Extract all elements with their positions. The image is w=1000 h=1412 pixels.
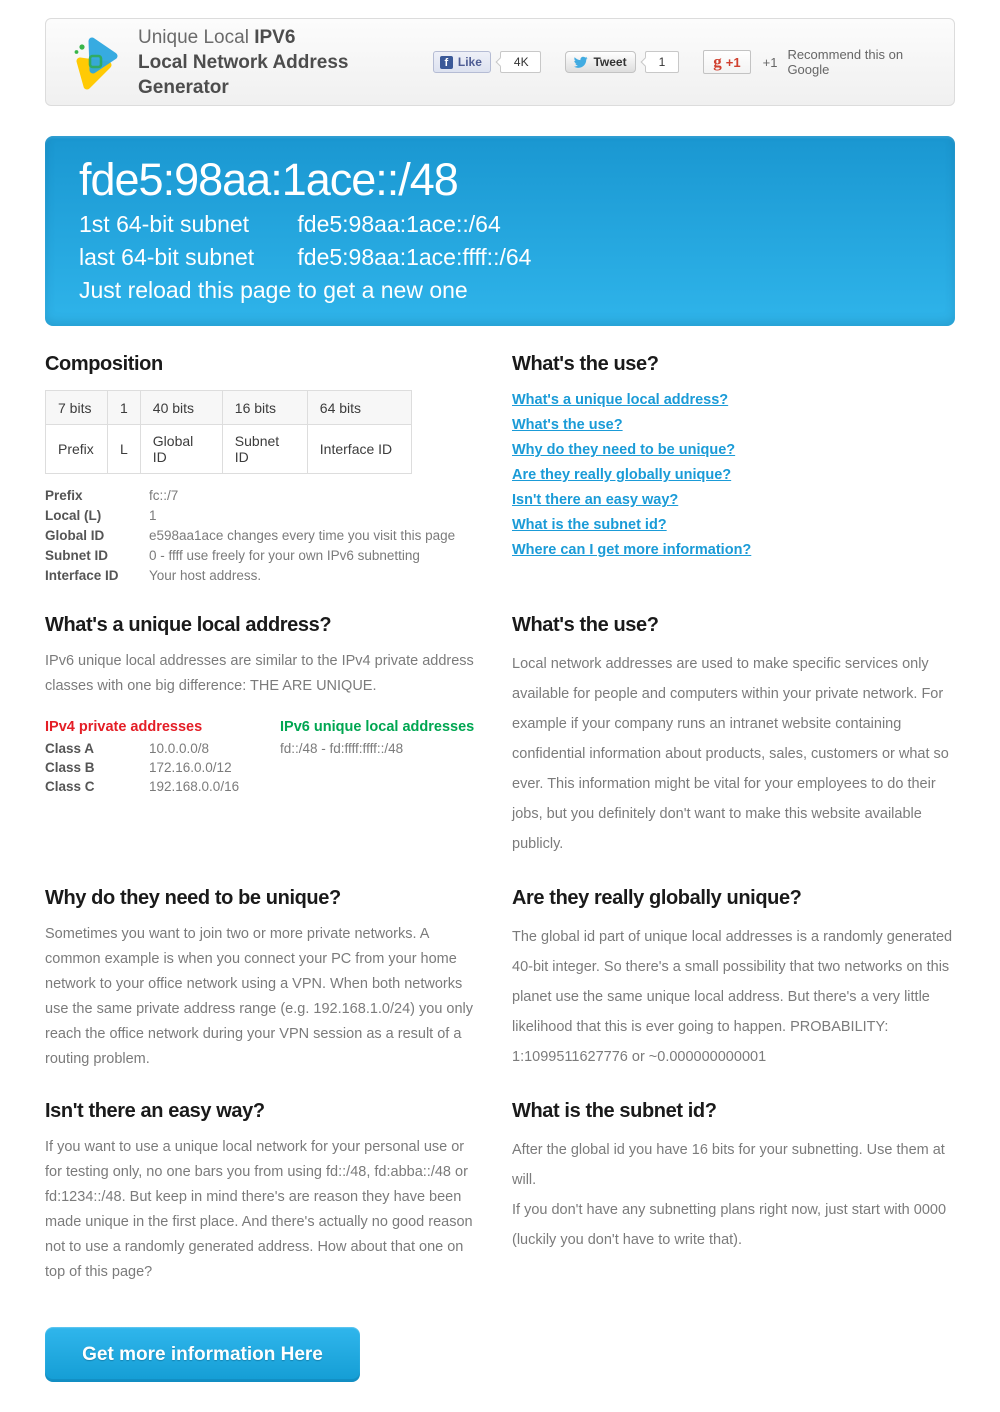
twitter-bird-icon (574, 56, 588, 68)
section-easy-way (45, 1100, 479, 1285)
first-subnet-value: fde5:98aa:1ace::/64 (297, 211, 501, 237)
definition-desc: 1 (149, 508, 157, 523)
class-label: Class C (45, 779, 95, 794)
toc-heading: What's the use? (512, 353, 659, 375)
easy-way-heading: Isn't there an easy way? (45, 1100, 265, 1122)
ipv4-heading: IPv4 private addresses (45, 719, 203, 735)
unique-local-heading: What's a unique local address? (45, 614, 332, 636)
composition-definitions (45, 486, 479, 586)
page-title: Unique Local IPV6 (138, 26, 296, 48)
unique-local-body: IPv6 unique local addresses are similar to the IPv4 private address classes with one big difference: THE ARE UNIQUE. (45, 653, 474, 694)
social-bar (433, 47, 930, 77)
definition-row (45, 566, 479, 586)
get-more-information-button[interactable]: Get more information Here (45, 1327, 360, 1382)
ipv4-class-row (45, 758, 280, 777)
ipv4-class-row (45, 739, 280, 758)
globally-unique-body: The global id part of unique local addresses is a randomly generated 40-bit integer. So there's a small possibility that two networks on this planet use the same unique local address. But there's a very little likelihood that this is ever going to happen. PROBABILITY: 1:1099511627776 or ~0.000000000001 (512, 929, 953, 1065)
google-plus-one-label: +1 (725, 55, 741, 70)
section-why-unique (45, 887, 479, 1072)
ipv6-column (280, 717, 479, 796)
name-cell: Subnet ID (222, 425, 307, 474)
section-composition (45, 353, 479, 586)
google-plus-one-button[interactable] (703, 50, 750, 74)
address-comparison (45, 717, 479, 796)
toc-link-unique-local-address[interactable]: What's a unique local address? (512, 392, 729, 408)
tweet-count: 1 (645, 51, 680, 73)
facebook-icon: f (440, 56, 453, 69)
definition-term: Interface ID (45, 568, 119, 583)
bits-cell: 16 bits (222, 391, 307, 425)
definition-desc: Your host address. (149, 568, 262, 583)
bits-cell: 40 bits (140, 391, 222, 425)
section-toc (512, 353, 955, 563)
definition-desc: fc::/7 (149, 488, 179, 503)
why-unique-heading: Why do they need to be unique? (45, 887, 341, 909)
ipv4-class-row (45, 777, 280, 796)
generated-address-panel (45, 136, 955, 326)
definition-term: Global ID (45, 528, 105, 543)
site-logo-icon (70, 34, 120, 90)
definition-term: Local (L) (45, 508, 102, 523)
ipv6-heading: IPv6 unique local addresses (280, 719, 475, 735)
ipv4-column (45, 717, 280, 796)
class-label: Class A (45, 741, 95, 756)
whats-the-use-heading: What's the use? (512, 614, 659, 636)
definition-row (45, 506, 479, 526)
whats-the-use-body: Local network addresses are used to make specific services only available for people and computers within your private network. For example if your company runs an intranet website containing confidential information about products, sales, customers or what so ever. This information might be vital for your employees to do their jobs, but you definitely don't want to make this website available publicly. (512, 656, 949, 852)
last-subnet-row (79, 241, 921, 274)
facebook-like-count: 4K (500, 51, 542, 73)
name-cell: Interface ID (307, 425, 411, 474)
definition-desc: 0 - ffff use freely for your own IPv6 subnetting (149, 548, 420, 563)
first-subnet-row (79, 208, 921, 241)
section-globally-unique (512, 887, 955, 1072)
bits-cell: 7 bits (46, 391, 108, 425)
subnet-id-heading: What is the subnet id? (512, 1100, 717, 1122)
tweet-button[interactable] (565, 51, 635, 73)
class-label: Class B (45, 760, 95, 775)
subnet-id-body: After the global id you have 16 bits for your subnetting. Use them at will. (512, 1142, 945, 1188)
cta-row (45, 1313, 479, 1382)
easy-way-body: If you want to use a unique local network for your personal use or for testing only, no one bars you from using fd::/48, fd:abba::/48 or fd:1234::/48. But keep in mind there's are reason they have been made unique in the first place. And there's actually no good reason not to use a randomly generated address. How about that one on top of this page? (45, 1139, 473, 1280)
ipv6-range: fd::/48 - fd:ffff:ffff::/48 (280, 741, 404, 756)
bits-cell: 64 bits (307, 391, 411, 425)
toc-link-easy-way[interactable]: Isn't there an easy way? (512, 492, 679, 508)
last-subnet-label: last 64-bit subnet (79, 244, 255, 270)
google-g-icon: g (713, 52, 722, 71)
table-row (46, 425, 412, 474)
toc-link-subnet-id[interactable]: What is the subnet id? (512, 517, 667, 533)
facebook-like-button[interactable] (433, 51, 491, 73)
composition-table (45, 390, 412, 474)
last-subnet-value: fde5:98aa:1ace:ffff::/64 (297, 244, 532, 270)
class-value: 172.16.0.0/12 (149, 760, 232, 775)
generated-address: fde5:98aa:1ace::/48 (79, 154, 458, 205)
section-unique-local-address (45, 614, 479, 796)
toc-links (512, 388, 955, 563)
toc-link-more-information[interactable]: Where can I get more information? (512, 542, 752, 558)
toc-link-whats-the-use[interactable]: What's the use? (512, 417, 623, 433)
name-cell: Prefix (46, 425, 108, 474)
class-value: 10.0.0.0/8 (149, 741, 210, 756)
name-cell: L (108, 425, 141, 474)
page-subtitle: Local Network Address Generator (138, 51, 349, 98)
section-subnet-id (512, 1100, 955, 1255)
google-plus-count: +1 (762, 54, 778, 70)
header (45, 18, 955, 106)
why-unique-body: Sometimes you want to join two or more private networks. A common example is when you connect your PC from your home network to your office network using a VPN. When both networks use the same private address range (e.g. 192.168.1.0/24) you only reach the office network during your VPN session as a result of a routing problem. (45, 926, 474, 1067)
table-row (46, 391, 412, 425)
globally-unique-heading: Are they really globally unique? (512, 887, 802, 909)
google-recommend-text: Recommend this on Google (787, 47, 904, 77)
subnet-id-body2: If you don't have any subnetting plans right now, just start with 0000 (luckily you don't have to write that). (512, 1202, 947, 1248)
reload-note: Just reload this page to get a new one (79, 277, 468, 303)
class-value: 192.168.0.0/16 (149, 779, 240, 794)
section-whats-the-use (512, 614, 955, 859)
definition-row (45, 526, 479, 546)
facebook-like-label: Like (457, 55, 482, 69)
definition-term: Subnet ID (45, 548, 108, 563)
definition-desc: e598aa1ace changes every time you visit this page (149, 528, 456, 543)
first-subnet-label: 1st 64-bit subnet (79, 211, 250, 237)
bits-cell: 1 (108, 391, 141, 425)
toc-link-why-unique[interactable]: Why do they need to be unique? (512, 442, 736, 458)
toc-link-globally-unique[interactable]: Are they really globally unique? (512, 467, 732, 483)
definition-row (45, 546, 479, 566)
site-title-block (138, 25, 433, 100)
definition-term: Prefix (45, 488, 83, 503)
name-cell: Global ID (140, 425, 222, 474)
composition-heading: Composition (45, 353, 163, 375)
tweet-label: Tweet (593, 55, 627, 69)
definition-row (45, 486, 479, 506)
